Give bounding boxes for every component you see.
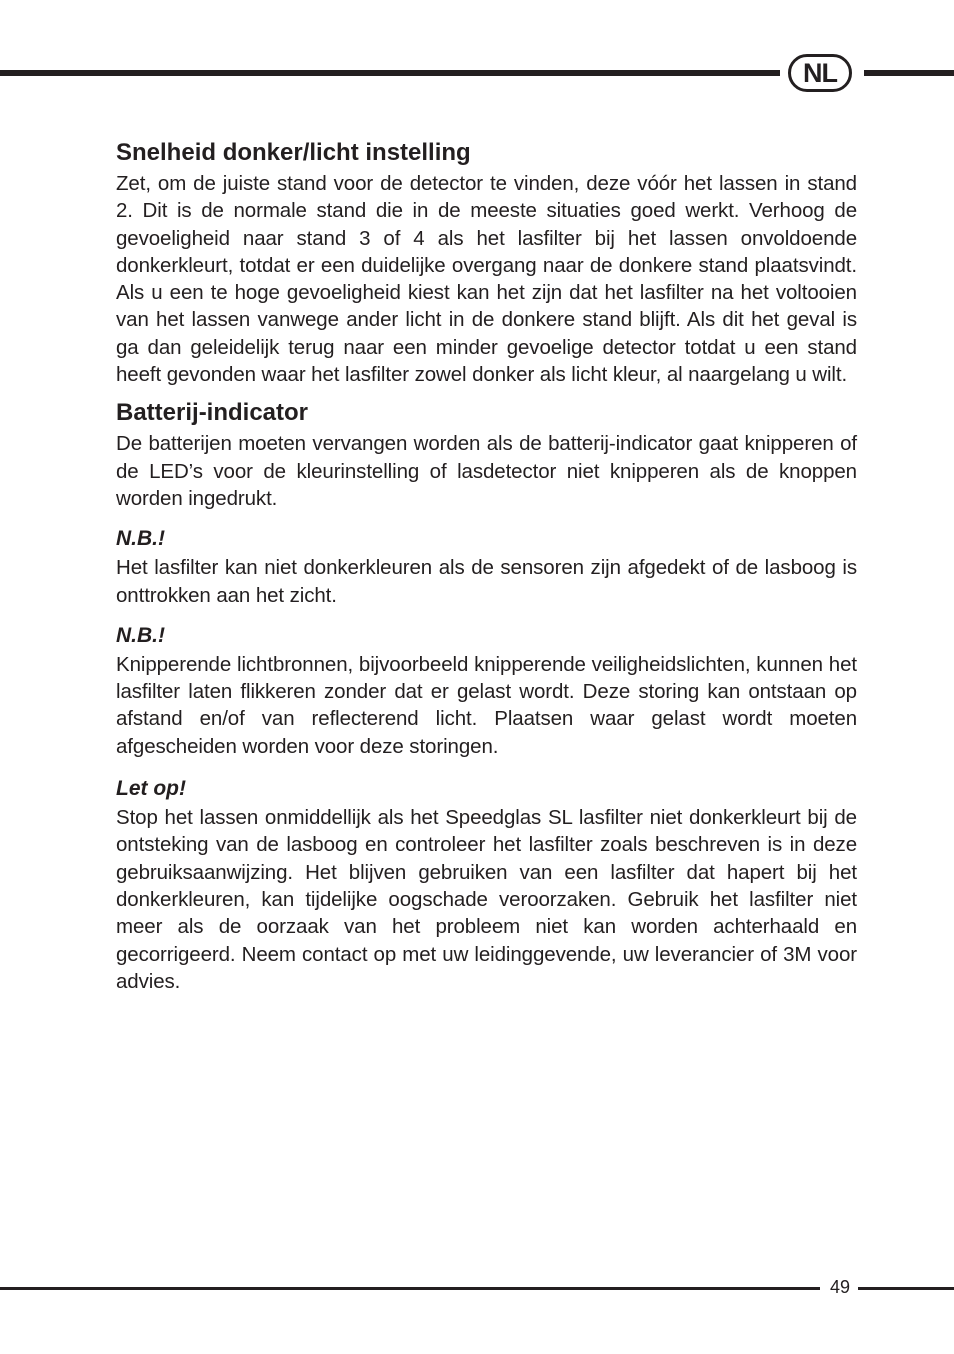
footer-rule-left [0, 1287, 820, 1290]
note-body-1: Het lasfilter kan niet donkerkleuren als de sensoren zijn afgedekt of de lasboog is onttrokken aan het zicht. [116, 556, 857, 607]
warning-title: Let op! [116, 777, 186, 801]
header-rule-right [864, 70, 954, 76]
language-badge: NL [788, 54, 852, 92]
header-rule-left [0, 70, 780, 76]
note-body-2: Knipperende lichtbronnen, bijvoorbeeld knipperende veiligheidslichten, kunnen het lasfilter laten flikkeren zonder dat er gelast wordt. Deze storing kan ontstaan op afstand en/of van reflecterend licht. Plaatsen waar gelast wordt moeten afgescheiden worden voor deze storingen. [116, 652, 857, 758]
page-number: 49 [829, 1277, 851, 1297]
page-content [116, 136, 857, 995]
note-title-1: N.B.! [116, 527, 165, 551]
spacer [116, 512, 857, 524]
section-body-speed: Zet, om de juiste stand voor de detector te vinden, deze vóór het lassen in stand 2. Dit is de normale stand die in de meeste situaties goed werkt. Verhoog de gevoeligheid naar stand 3 of 4 als het lasfilter bij het lassen onvoldoende donkerkleurt, totdat er een duidelijke overgang naar de donkere stand plaatsvindt. Als u een te hoge gevoeligheid kiest kan het zijn dat het lasfilter na het voltooien van het lassen vanwege ander licht in de donkere stand blijft. Als dit het geval is ga dan geleidelijk terug naar een minder gevoelige detector totdat u een stand heeft gevonden waar het lasfilter zowel donker als licht kleur, al naargelang u wilt. [116, 172, 857, 387]
note-title-2: N.B.! [116, 623, 165, 647]
spacer [116, 388, 857, 396]
section-title-speed: Snelheid donker/licht instelling [116, 139, 471, 166]
warning-body: Stop het lassen onmiddellijk als het Speedglas SL lasfilter niet donkerkleurt bij de ontsteking van de lasboog en controleer het lasfilter zoals beschreven is in deze gebruiksaanwijzing. Het blijven gebruiken van een lasfilter dat hapert bij het donkerkleuren, kan tijdelijke oogschade veroorzaken. Gebruik het lasfilter niet meer als de oorzaak van het probleem niet kan worden achterhaald en gecorrigeerd. Neem contact op met uw leidinggevende, uw leverancier of 3M voor advies. [116, 806, 857, 993]
section-body-battery: De batterijen moeten vervangen worden als de batterij-indicator gaat knipperen of de LED’s voor de kleurinstelling of lasdetector niet knipperen als de knoppen worden ingedrukt. [116, 432, 857, 510]
spacer [116, 760, 857, 774]
footer-rule-right [858, 1287, 954, 1290]
section-title-battery: Batterij-indicator [116, 399, 309, 427]
spacer [116, 609, 857, 621]
